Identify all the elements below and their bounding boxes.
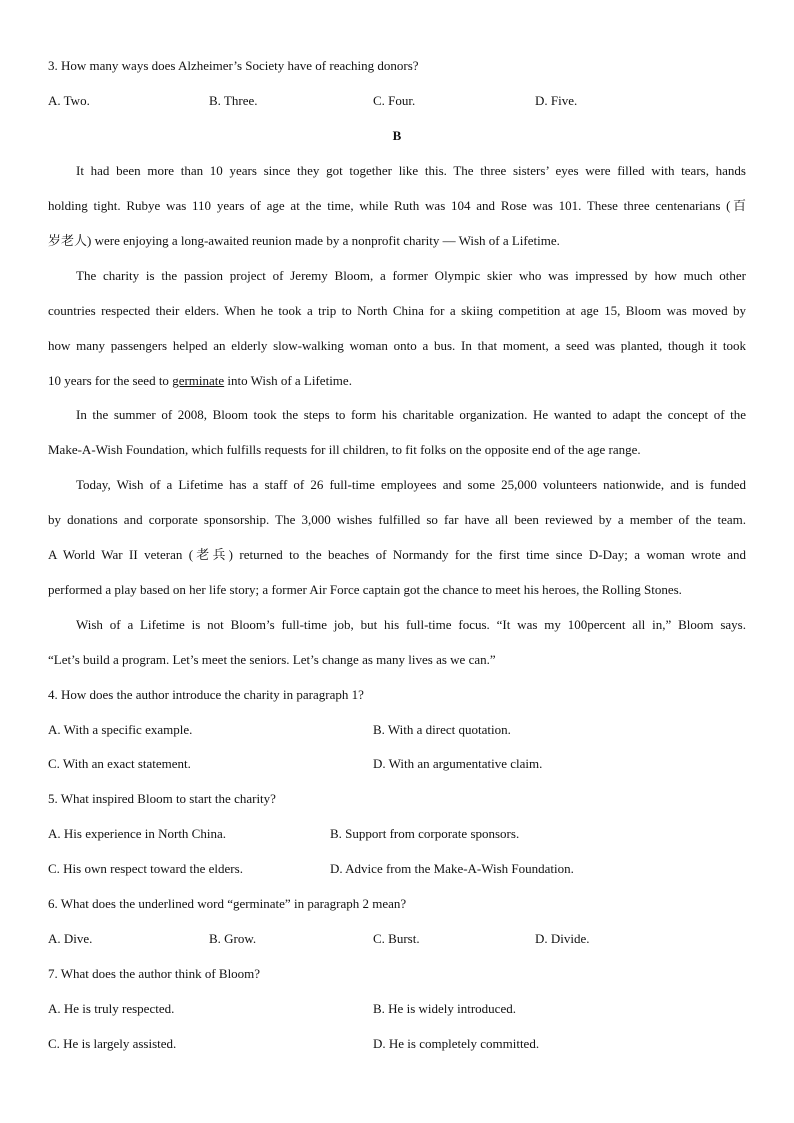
q5-option-d: D. Advice from the Make-A-Wish Foundation. [330, 861, 574, 876]
p1-line-1: It had been more than 10 years since they got together like this. The three sisters’ eyes were filled with tears, hands [76, 163, 746, 178]
q7-option-c: C. He is largely assisted. [48, 1036, 177, 1051]
q5-option-c: C. His own respect toward the elders. [48, 861, 243, 876]
question-6-text: 6. What does the underlined word “germinate” in paragraph 2 mean? [48, 896, 407, 911]
q3-option-c: C. Four. [373, 93, 416, 108]
p1-line-3: 岁老人) were enjoying a long-awaited reunion made by a nonprofit charity — Wish of a Lifetime. [48, 233, 560, 248]
p4-line-3: A World War II veteran (老兵) returned to the beaches of Normandy for the first time since D-Day; a woman wrote and [48, 547, 746, 562]
q4-option-c: C. With an exact statement. [48, 756, 191, 771]
underlined-word-germinate: germinate [172, 373, 225, 388]
p2-line-2: countries respected their elders. When he took a trip to North China for a skiing competition at age 15, Bloom was moved by [48, 303, 746, 318]
q3-option-d: D. Five. [535, 93, 578, 108]
p5-line-2: “Let’s build a program. Let’s meet the seniors. Let’s change as many lives as we can.” [48, 652, 496, 667]
p4-line-4: performed a play based on her life story; a former Air Force captain got the chance to meet his heroes, the Rolling Stones. [48, 582, 682, 597]
q3-option-a: A. Two. [48, 93, 90, 108]
question-4-text: 4. How does the author introduce the charity in paragraph 1? [48, 687, 364, 702]
q7-option-b: B. He is widely introduced. [373, 1001, 516, 1016]
q6-option-d: D. Divide. [535, 931, 590, 946]
p3-line-2: Make-A-Wish Foundation, which fulfills requests for ill children, to fit folks on the opposite end of the age range. [48, 442, 641, 457]
q6-option-b: B. Grow. [209, 931, 257, 946]
question-7-text: 7. What does the author think of Bloom? [48, 966, 261, 981]
p4-line-2: by donations and corporate sponsorship. The 3,000 wishes fulfilled so far have all been reviewed by a member of the team. [48, 512, 746, 527]
p3-line-1: In the summer of 2008, Bloom took the steps to form his charitable organization. He wanted to adapt the concept of the [76, 407, 746, 422]
q4-option-a: A. With a specific example. [48, 722, 193, 737]
q3-option-b: B. Three. [209, 93, 258, 108]
section-label: B [392, 128, 402, 143]
p1-line-2: holding tight. Rubye was 110 years of age at the time, while Ruth was 104 and Rose was 101. These three centenarians (百 [48, 198, 746, 213]
p4-line-1: Today, Wish of a Lifetime has a staff of 26 full-time employees and some 25,000 volunteers nationwide, and is funded [76, 477, 746, 492]
question-3-text: 3. How many ways does Alzheimer’s Society have of reaching donors? [48, 58, 419, 73]
q5-option-a: A. His experience in North China. [48, 826, 226, 841]
p2-line-4-before: 10 years for the seed to [48, 373, 173, 388]
q7-option-a: A. He is truly respected. [48, 1001, 175, 1016]
p5-line-1: Wish of a Lifetime is not Bloom’s full-time job, but his full-time focus. “It was my 100percent all in,” Bloom says. [76, 617, 746, 632]
p2-line-1: The charity is the passion project of Jeremy Bloom, a former Olympic skier who was impressed by how much other [76, 268, 746, 283]
question-5-text: 5. What inspired Bloom to start the charity? [48, 791, 276, 806]
p2-line-4-after: into Wish of a Lifetime. [224, 373, 352, 388]
q6-option-a: A. Dive. [48, 931, 93, 946]
q5-option-b: B. Support from corporate sponsors. [330, 826, 520, 841]
q4-option-d: D. With an argumentative claim. [373, 756, 543, 771]
p2-line-3: how many passengers helped an elderly slow-walking woman onto a bus. In that moment, a seed was planted, though it took [48, 338, 746, 353]
q7-option-d: D. He is completely committed. [373, 1036, 540, 1051]
p2-line-4 [48, 373, 352, 389]
q4-option-b: B. With a direct quotation. [373, 722, 511, 737]
q6-option-c: C. Burst. [373, 931, 420, 946]
